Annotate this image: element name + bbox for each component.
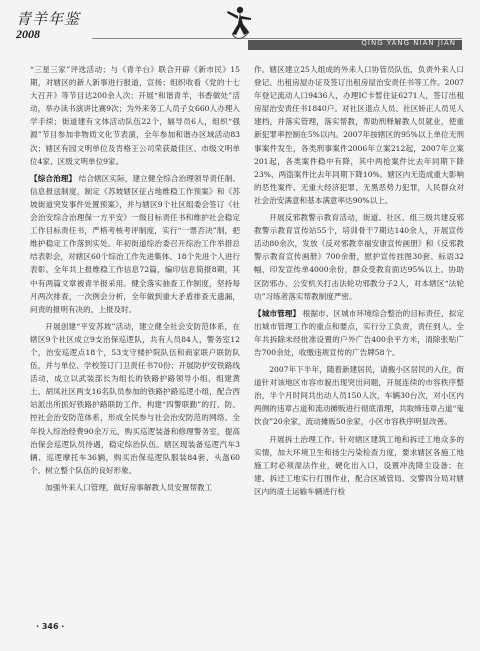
- paragraph-text: 根据市、区城市环境综合整治的目标责任，拟定出城市管理工作的重点和要点，实行分工负责，责任到人。全年共拆除未经批准设置的户外广告400余平方米，清除张贴广告700余处，收缴违规宣传的广告牌58个。: [254, 308, 465, 357]
- section-heading: 【综合治理】: [30, 173, 77, 183]
- paragraph: [30, 320, 240, 477]
- yearbook-logo-title: 青羊年鉴: [16, 12, 81, 28]
- paragraph: [30, 481, 240, 494]
- header-english-title: QING YANG NIAN JIAN: [361, 39, 456, 47]
- paragraph-text: 作。辖区建立25人组成的外来人口协管员队伍，负责外来人口登记、出租房屋办证及签订出租房屋治安责任书等工作。2007年登记流动人口9436人，办理IC卡暂住证6271人，签订出租房屋治安责任书1840户。对社区退点人员、社区矫正人员见人建档，并落实管理，落实帮教，帮助刑释解教人员就业，使重新犯罪率控制在5%以内。2007年按辖区的95%以上单位无刑事案件发生，各类刑事案件2006年立案212起，2007年立案201起，各类案件稳中有降，其中两抢案件比去年同期下降23%、两盗案件比去年同期下降10%。辖区内无造成重大影响的恶性案件、无重大经济犯罪、无黑恶势力犯罪，人民群众对社会治安满意和基本满意率达90%以上。: [254, 65, 464, 205]
- paragraph-text: 2007年下半年，随着新建居民，请搬小区居民的入住，街道针对该地区市容市貌出现突出问题，开展连续的市容秩序整治，半个月时间共出动人员150人次，车辆30台次，对小区内两侧的违章占道和流动摊贩进行彻底清理，共取缔违章占道“鬼饮食”20余家，流动摊贩50余家，小区市容秩序明显改善。: [254, 365, 464, 427]
- page-header: [0, 0, 480, 56]
- yearbook-logo-year: 2008: [16, 27, 40, 41]
- paragraph-text: 开展创建“平安苏坡”活动，建立健全社会安防范体系，在辖区9个社区成立9支治保巡逻队，共有人员84人，警务室12个，治安巡逻点18个，53支守楼护院队伍和商家联户联防队伍，并与单位、学校签订门卫责任书70份；开展防护安铁路线活动，成立以武装部长为组长的铁路护路领导小组，组建黄土、胡凤社区两支16名队员参加的铁路护路巡逻小组，配合西站派出所抓好铁路护路联防工作。构建“四警联勤”的打、防、控社会治安防范体系，形成全民参与社会治安防范的网络。全年投入综治经费90余万元，购买巡逻装备和修理警务室，提高治保会巡逻队员待遇，稳定综治队伍。辖区现装备巡逻汽车3辆、巡逻摩托车36辆，购买治保巡逻队服装84套、头盔60个、树立整个队伍的良好形象。: [30, 321, 240, 475]
- paragraph: [254, 307, 464, 359]
- paragraph-text: “三星三家”评选活动；与《青羊台》联合开辟《新市民》15期，对辖区的新人新事进行报道，宣扬；组织收看《党的十七大召开》等节目达200余人次；开展“和谐青羊，书香做处”活动，举办读书演讲比赛9次；为外来务工人员子女660人办理入学手续；街道建有文体活动队伍22个，辐导员6人，组织“强源”节目参加非物质文化节表演，全年参加和谐办区域活动83次；辖区有园文明单位及肯格王公司荣获最佳区、市级文明单位4家、区级文明单位9家。: [30, 65, 240, 166]
- left-text-column: [30, 63, 240, 498]
- section-heading: 【城市管理】: [254, 308, 301, 318]
- paragraph: [30, 172, 240, 316]
- paragraph: [254, 363, 464, 428]
- page-number: · 346 ·: [36, 622, 65, 631]
- paragraph-text: 开展拆土治理工作。针对辖区建筑工地和拆迁工地众多的实情，加大环境卫生和扬尘污染检查力度，要求辖区各施工地施工时必须湿法作业，硬化出入口，设置冲洗降尘设备；在建、拆迁工地实行打围作业，配合区城管局、交警四分局对辖区内的渣土运输车辆进行检: [254, 434, 464, 496]
- paragraph: [254, 433, 464, 498]
- paragraph-text: 开展反邪教警示教育活动，街道、社区、组三级共建反邪教警示教育宣传站55个，培训骨干7期达140余人，开展宣传活动80余次，发放《反对邪教幸福安康宣传画册》和《反邪教警示教育宣传画册》700余册，慰护宣传挂图30套、标语32幅，印发宣传单4000余份，群众受教育面达95%以上。协助区防邪办、公安机关打击法轮功邪教分子2人，对本辖区“法轮功”习练者落实帮教制度严密。: [254, 213, 464, 301]
- paragraph-text: 结合辖区实际，建立健全综合治理领导责任制、信息报送制度，制定《苏坡辖区征占地维稳工作预案》和《苏坡街道突发事件处置预案》，并与辖区9个社区组委会签订《社会治安综合治理保一方平安》一级目标责任书和维护社会稳定工作目标责任书，严格考核考评制度，实行“一票否决”制，把维护稳定工作落到实处。年初街道综治委召开综治工作举措总结表彰会，对辖区60个综治工作先进集体、18个先进个人进行表彰。全年共上报维稳工作信息72篇，编印信息简报8期，其中有两篇文章被青羊报采用。健全落实抽查工作制度，坚持每月两次排查，一次例会分析，全年做到重大矛盾排查无遗漏，问责的报明有决的，上报及时。: [30, 173, 241, 314]
- paragraph: [254, 211, 464, 303]
- paragraph-text: 加强外来人口管理，做好房事解教人员安置帮教工: [45, 482, 213, 492]
- paragraph: [30, 63, 240, 168]
- right-text-column: [254, 63, 464, 502]
- paragraph: [254, 63, 464, 207]
